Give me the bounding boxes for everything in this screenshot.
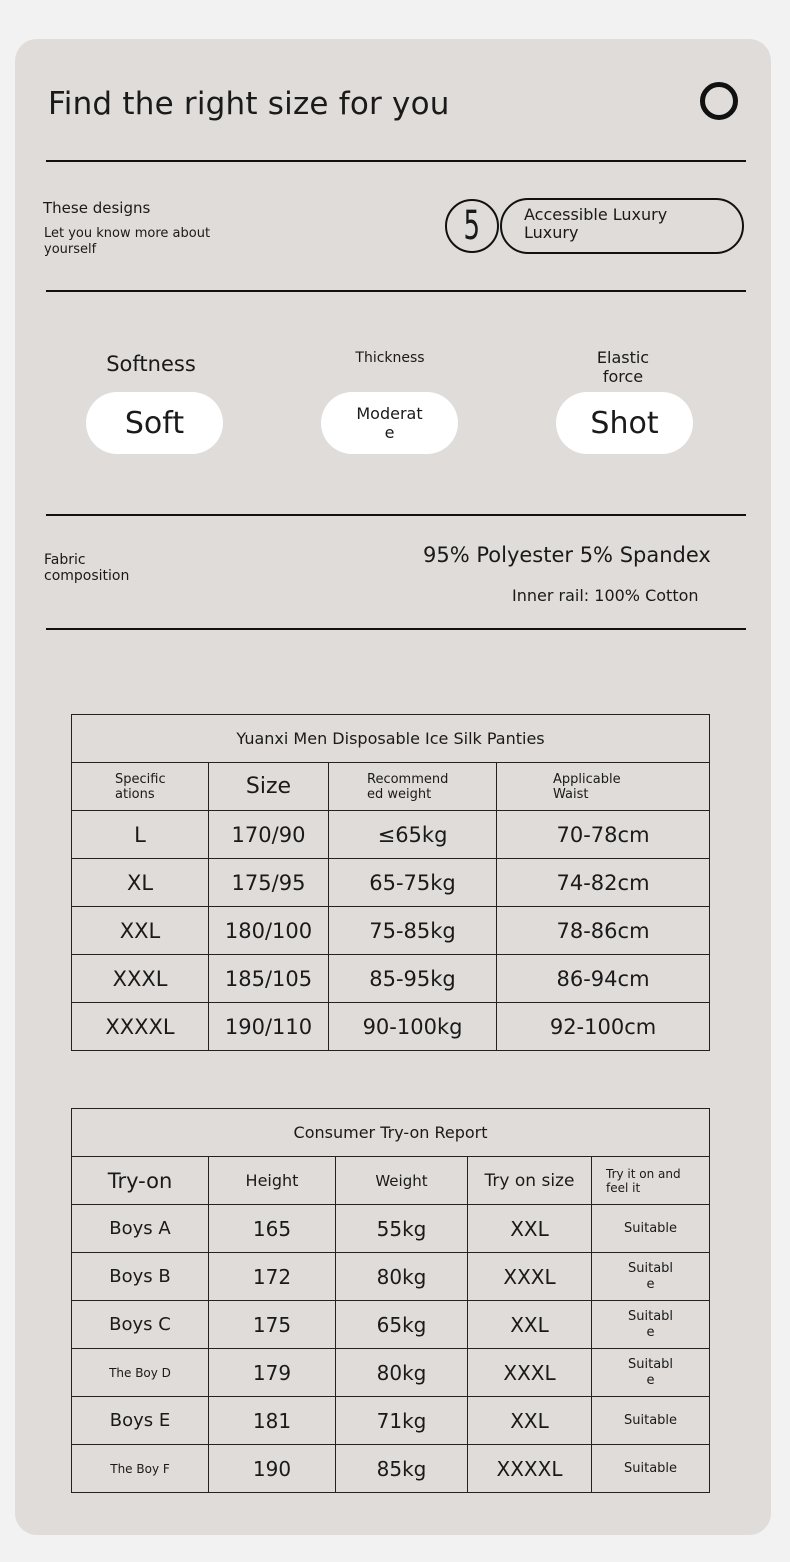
attribute-value-softness: Soft xyxy=(86,392,223,454)
attribute-label-elastic: Elastic force xyxy=(596,348,650,386)
table-cell: XXXL xyxy=(468,1253,592,1301)
table-cell: 181 xyxy=(209,1397,336,1445)
table-cell: 92-100cm xyxy=(497,1003,710,1051)
table-cell: 90-100kg xyxy=(329,1003,497,1051)
fabric-inner: Inner rail: 100% Cotton xyxy=(512,586,699,605)
divider xyxy=(46,290,746,292)
table-cell: XXXXL xyxy=(468,1445,592,1493)
table-cell: XXL xyxy=(468,1397,592,1445)
table-cell: 185/105 xyxy=(209,955,329,1003)
table-cell: Suitable xyxy=(592,1349,710,1397)
table-cell: 86-94cm xyxy=(497,955,710,1003)
table-cell: 172 xyxy=(209,1253,336,1301)
size-table xyxy=(71,714,710,1051)
divider xyxy=(46,514,746,516)
table-cell: 165 xyxy=(209,1205,336,1253)
table-row xyxy=(72,907,710,955)
table-row xyxy=(72,1301,710,1349)
design-number-badge: 5 xyxy=(445,199,499,253)
fabric-main: 95% Polyester 5% Spandex xyxy=(423,543,711,567)
report-header: Try on size xyxy=(468,1157,592,1205)
table-cell: 175/95 xyxy=(209,859,329,907)
table-cell: 190 xyxy=(209,1445,336,1493)
report-header: Try it on and feel it xyxy=(592,1157,710,1205)
divider xyxy=(46,628,746,630)
table-row xyxy=(72,859,710,907)
table-cell: 70-78cm xyxy=(497,811,710,859)
table-cell: 170/90 xyxy=(209,811,329,859)
table-cell: XXXL xyxy=(72,955,209,1003)
attribute-label-thickness: Thickness xyxy=(355,350,425,366)
table-cell: 65kg xyxy=(336,1301,468,1349)
table-cell: 80kg xyxy=(336,1349,468,1397)
size-header: Specifications xyxy=(72,763,209,811)
size-header: Recommended weight xyxy=(329,763,497,811)
circle-icon[interactable] xyxy=(700,82,738,120)
table-cell: XL xyxy=(72,859,209,907)
table-cell: The Boy F xyxy=(72,1445,209,1493)
size-header: Size xyxy=(209,763,329,811)
table-cell: XXL xyxy=(468,1205,592,1253)
table-cell: XXXXL xyxy=(72,1003,209,1051)
table-cell: Suitable xyxy=(592,1301,710,1349)
table-cell: 180/100 xyxy=(209,907,329,955)
table-cell: 85kg xyxy=(336,1445,468,1493)
table-cell: Boys B xyxy=(72,1253,209,1301)
table-cell: 175 xyxy=(209,1301,336,1349)
table-cell: Suitable xyxy=(592,1445,710,1493)
fabric-label: Fabric composition xyxy=(44,552,130,584)
table-cell: XXL xyxy=(72,907,209,955)
table-cell: 190/110 xyxy=(209,1003,329,1051)
table-cell: Suitable xyxy=(592,1205,710,1253)
attribute-value-elastic: Shot xyxy=(556,392,693,454)
table-cell: Boys C xyxy=(72,1301,209,1349)
table-cell: Suitable xyxy=(592,1253,710,1301)
attribute-value-thickness: Moderate xyxy=(321,392,458,454)
table-row xyxy=(72,811,710,859)
designs-heading: These designs xyxy=(43,199,151,217)
table-cell: The Boy D xyxy=(72,1349,209,1397)
table-row xyxy=(72,955,710,1003)
report-header: Height xyxy=(209,1157,336,1205)
table-cell: 75-85kg xyxy=(329,907,497,955)
table-cell: Suitable xyxy=(592,1397,710,1445)
report-title: Consumer Try-on Report xyxy=(72,1109,710,1157)
table-cell: 65-75kg xyxy=(329,859,497,907)
table-cell: Boys A xyxy=(72,1205,209,1253)
table-cell: L xyxy=(72,811,209,859)
table-cell: 80kg xyxy=(336,1253,468,1301)
table-cell: ≤65kg xyxy=(329,811,497,859)
attribute-label-softness: Softness xyxy=(106,352,196,376)
size-table-title: Yuanxi Men Disposable Ice Silk Panties xyxy=(72,715,710,763)
table-row xyxy=(72,1397,710,1445)
table-cell: XXL xyxy=(468,1301,592,1349)
divider xyxy=(46,160,746,162)
size-header: Applicable Waist xyxy=(497,763,710,811)
report-header: Try-on xyxy=(72,1157,209,1205)
report-header: Weight xyxy=(336,1157,468,1205)
table-cell: Boys E xyxy=(72,1397,209,1445)
table-row xyxy=(72,1205,710,1253)
table-cell: 78-86cm xyxy=(497,907,710,955)
table-cell: 85-95kg xyxy=(329,955,497,1003)
table-cell: XXXL xyxy=(468,1349,592,1397)
table-row xyxy=(72,1003,710,1051)
table-row xyxy=(72,1253,710,1301)
table-row xyxy=(72,1349,710,1397)
page-title: Find the right size for you xyxy=(48,86,450,122)
table-cell: 74-82cm xyxy=(497,859,710,907)
table-cell: 55kg xyxy=(336,1205,468,1253)
style-pill: Accessible Luxury Luxury xyxy=(500,198,744,254)
table-cell: 71kg xyxy=(336,1397,468,1445)
tryon-report-table xyxy=(71,1108,710,1493)
table-cell: 179 xyxy=(209,1349,336,1397)
table-row xyxy=(72,1445,710,1493)
designs-subtext: Let you know more about yourself xyxy=(44,226,211,257)
